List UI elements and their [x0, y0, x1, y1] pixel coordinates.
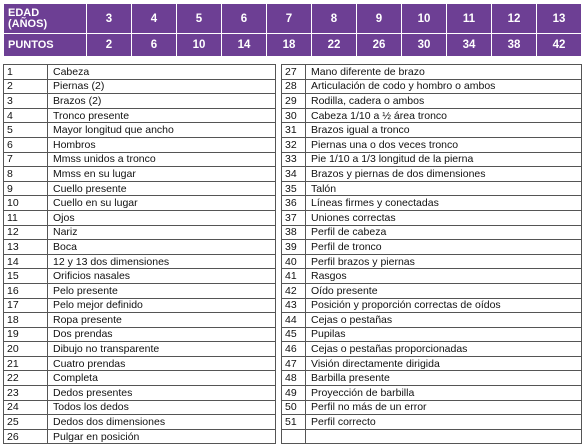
item-description: Ropa presente: [48, 313, 276, 328]
table-row: [4, 327, 582, 342]
item-description: Dos prendas: [48, 327, 276, 342]
item-number: 30: [282, 108, 306, 123]
points-cell: 18: [267, 34, 312, 57]
table-row: [4, 108, 582, 123]
item-description: Mayor longitud que ancho: [48, 123, 276, 138]
table-row: [4, 65, 582, 80]
item-number: 9: [4, 181, 48, 196]
table-row: [4, 210, 582, 225]
age-cell: 4: [132, 4, 177, 34]
item-description: Todos los dedos: [48, 400, 276, 415]
table-row: [4, 152, 582, 167]
item-number: 51: [282, 415, 306, 430]
item-description: Mmss en su lugar: [48, 167, 276, 182]
item-number: 39: [282, 240, 306, 255]
item-number: 24: [4, 400, 48, 415]
item-number: 48: [282, 371, 306, 386]
item-number: 32: [282, 137, 306, 152]
item-description: Oído presente: [306, 283, 582, 298]
item-description: Rodilla, cadera o ambos: [306, 94, 582, 109]
item-number: 5: [4, 123, 48, 138]
item-number: 26: [4, 429, 48, 444]
item-description: Dibujo no transparente: [48, 342, 276, 357]
item-description: Líneas firmes y conectadas: [306, 196, 582, 211]
age-label-line1: EDAD: [8, 6, 40, 19]
points-cell: 2: [87, 34, 132, 57]
table-row: [4, 123, 582, 138]
item-description: Visión directamente dirigida: [306, 356, 582, 371]
item-number: 12: [4, 225, 48, 240]
item-description: Perfil de tronco: [306, 240, 582, 255]
points-cell: 10: [177, 34, 222, 57]
points-cell: 34: [447, 34, 492, 57]
item-description: Brazos igual a tronco: [306, 123, 582, 138]
item-number: 7: [4, 152, 48, 167]
age-cell: 12: [492, 4, 537, 34]
item-number: 33: [282, 152, 306, 167]
table-row: [4, 400, 582, 415]
item-number: 4: [4, 108, 48, 123]
item-number: 38: [282, 225, 306, 240]
item-number: 40: [282, 254, 306, 269]
table-row: [4, 356, 582, 371]
points-cell: 6: [132, 34, 177, 57]
points-cell: 38: [492, 34, 537, 57]
item-description: Pelo presente: [48, 283, 276, 298]
item-number: 8: [4, 167, 48, 182]
item-description: Hombros: [48, 137, 276, 152]
item-number: [282, 429, 306, 444]
table-row: [4, 240, 582, 255]
table-row: [4, 429, 582, 444]
item-number: 37: [282, 210, 306, 225]
age-cell: 8: [312, 4, 357, 34]
age-cell: 5: [177, 4, 222, 34]
item-number: 20: [4, 342, 48, 357]
item-description: Tronco presente: [48, 108, 276, 123]
item-number: 27: [282, 65, 306, 80]
table-row: [4, 254, 582, 269]
item-description: Completa: [48, 371, 276, 386]
item-number: 46: [282, 342, 306, 357]
item-number: 1: [4, 65, 48, 80]
item-number: 35: [282, 181, 306, 196]
table-row: [4, 196, 582, 211]
item-description: Piernas (2): [48, 79, 276, 94]
table-row: [4, 167, 582, 182]
item-number: 43: [282, 298, 306, 313]
item-description: Brazos (2): [48, 94, 276, 109]
item-number: 15: [4, 269, 48, 284]
item-description: Articulación de codo y hombro o ambos: [306, 79, 582, 94]
table-row: [4, 415, 582, 430]
item-description: Dedos presentes: [48, 386, 276, 401]
table-row: [4, 386, 582, 401]
table-row: [4, 283, 582, 298]
item-description: Cabeza 1/10 a ½ área tronco: [306, 108, 582, 123]
points-cell: 42: [537, 34, 582, 57]
points-label: PUNTOS: [4, 34, 87, 57]
item-number: 18: [4, 313, 48, 328]
item-description: Perfil brazos y piernas: [306, 254, 582, 269]
item-number: 29: [282, 94, 306, 109]
item-number: 41: [282, 269, 306, 284]
scoring-items-body: [4, 65, 582, 444]
item-description: Perfil de cabeza: [306, 225, 582, 240]
age-label-line2: (AÑOS): [8, 17, 48, 30]
age-cell: 11: [447, 4, 492, 34]
points-row: [4, 34, 582, 57]
item-description: Talón: [306, 181, 582, 196]
item-number: 22: [4, 371, 48, 386]
item-description: Brazos y piernas de dos dimensiones: [306, 167, 582, 182]
table-row: [4, 313, 582, 328]
item-description: Pie 1/10 a 1/3 longitud de la pierna: [306, 152, 582, 167]
scoring-items-table: [3, 64, 582, 444]
item-number: 25: [4, 415, 48, 430]
age-cell: 6: [222, 4, 267, 34]
age-cell: 9: [357, 4, 402, 34]
item-number: 17: [4, 298, 48, 313]
item-description: Rasgos: [306, 269, 582, 284]
item-description: Barbilla presente: [306, 371, 582, 386]
item-description: Perfil correcto: [306, 415, 582, 430]
item-description: Nariz: [48, 225, 276, 240]
age-cell: 13: [537, 4, 582, 34]
item-description: Dedos dos dimensiones: [48, 415, 276, 430]
item-description: Posición y proporción correctas de oídos: [306, 298, 582, 313]
table-row: [4, 181, 582, 196]
item-number: 14: [4, 254, 48, 269]
table-row: [4, 298, 582, 313]
item-description: Piernas una o dos veces tronco: [306, 137, 582, 152]
age-cell: 3: [87, 4, 132, 34]
item-number: 19: [4, 327, 48, 342]
table-row: [4, 225, 582, 240]
item-description: [306, 429, 582, 444]
age-cell: 10: [402, 4, 447, 34]
item-number: 13: [4, 240, 48, 255]
age-row: [4, 4, 582, 34]
item-number: 10: [4, 196, 48, 211]
table-row: [4, 371, 582, 386]
item-number: 21: [4, 356, 48, 371]
item-description: Pelo mejor definido: [48, 298, 276, 313]
item-description: Perfil no más de un error: [306, 400, 582, 415]
item-description: Mmss unidos a tronco: [48, 152, 276, 167]
points-cell: 14: [222, 34, 267, 57]
age-label: [4, 4, 87, 34]
table-row: [4, 79, 582, 94]
item-number: 28: [282, 79, 306, 94]
item-number: 45: [282, 327, 306, 342]
item-description: 12 y 13 dos dimensiones: [48, 254, 276, 269]
item-description: Mano diferente de brazo: [306, 65, 582, 80]
item-number: 36: [282, 196, 306, 211]
item-number: 11: [4, 210, 48, 225]
item-number: 49: [282, 386, 306, 401]
item-number: 2: [4, 79, 48, 94]
item-number: 23: [4, 386, 48, 401]
item-description: Orificios nasales: [48, 269, 276, 284]
item-description: Uniones correctas: [306, 210, 582, 225]
item-number: 44: [282, 313, 306, 328]
points-cell: 22: [312, 34, 357, 57]
table-row: [4, 137, 582, 152]
item-description: Cejas o pestañas: [306, 313, 582, 328]
item-number: 16: [4, 283, 48, 298]
table-row: [4, 269, 582, 284]
age-points-table: [3, 3, 582, 57]
item-number: 6: [4, 137, 48, 152]
table-row: [4, 342, 582, 357]
item-number: 3: [4, 94, 48, 109]
item-description: Pupilas: [306, 327, 582, 342]
item-description: Cabeza: [48, 65, 276, 80]
item-number: 47: [282, 356, 306, 371]
item-number: 50: [282, 400, 306, 415]
item-description: Pulgar en posición: [48, 429, 276, 444]
age-cell: 7: [267, 4, 312, 34]
item-description: Ojos: [48, 210, 276, 225]
item-description: Boca: [48, 240, 276, 255]
item-description: Cuello presente: [48, 181, 276, 196]
item-description: Cuatro prendas: [48, 356, 276, 371]
item-number: 42: [282, 283, 306, 298]
item-description: Cejas o pestañas proporcionadas: [306, 342, 582, 357]
item-description: Proyección de barbilla: [306, 386, 582, 401]
points-cell: 30: [402, 34, 447, 57]
item-description: Cuello en su lugar: [48, 196, 276, 211]
item-number: 34: [282, 167, 306, 182]
table-row: [4, 94, 582, 109]
item-number: 31: [282, 123, 306, 138]
points-cell: 26: [357, 34, 402, 57]
